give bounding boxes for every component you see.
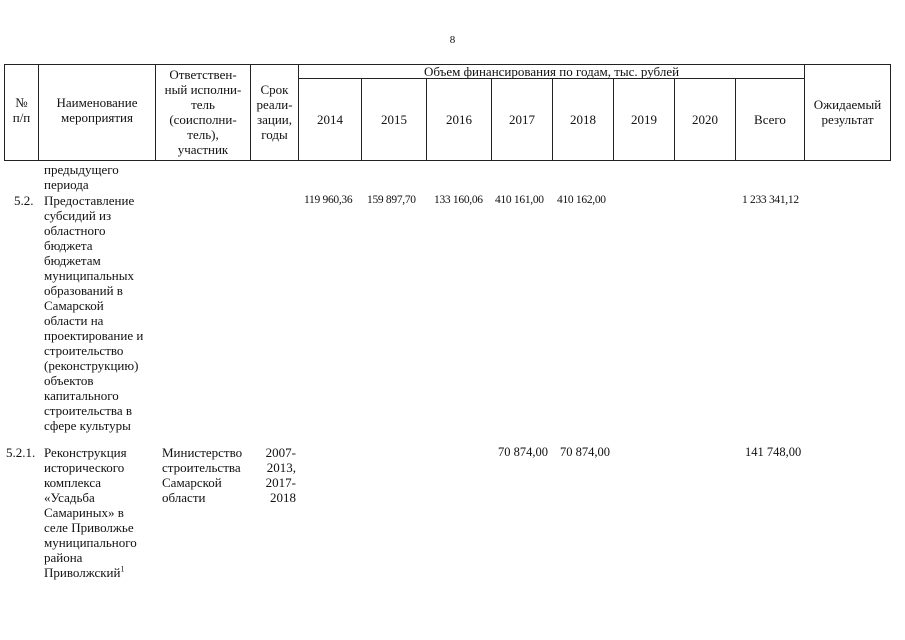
row-term-line: 2013, (266, 460, 296, 475)
row-name-line: Самарской (44, 298, 104, 313)
carry-over-line: периода (44, 177, 89, 192)
row-name-line: капитального (44, 388, 119, 403)
header-number-label (5, 95, 38, 125)
header-name-line: Наименование (56, 95, 138, 110)
value-2014: 119 960,36 (304, 194, 353, 206)
row-name-line: «Усадьба (44, 490, 95, 505)
header-responsible-line: ный исполни- (164, 82, 242, 97)
header-responsible-line: тель (191, 97, 215, 112)
header-year-2019 (613, 78, 675, 161)
row-name-line: бюджета (44, 238, 93, 253)
header-year-2020 (674, 78, 736, 161)
page-number: 8 (449, 34, 456, 46)
row-number: 5.2. (14, 193, 34, 208)
header-cell-term (250, 64, 299, 161)
row-term (258, 445, 296, 505)
value-2018: 410 162,00 (557, 194, 606, 206)
row-name-line (44, 565, 137, 580)
value-2017: 410 161,00 (495, 194, 544, 206)
header-cell-number (4, 64, 39, 161)
row-name-text: Приволжский (44, 565, 121, 580)
footnote-mark: 1 (120, 564, 125, 574)
header-responsible-line: (соисполни- (169, 112, 237, 127)
row-name-line: комплекса (44, 475, 102, 490)
row-name-line: строительства в (44, 403, 133, 418)
header-total-label: Всего (754, 112, 786, 127)
row-name-line: исторического (44, 460, 125, 475)
row-name-line: образований в (44, 283, 123, 298)
row-name-line: Самариных» в (44, 505, 124, 520)
row-term-line: 2017- (265, 475, 296, 490)
row-name (44, 445, 137, 580)
carry-over-line: предыдущего (44, 162, 119, 177)
header-term-line: зации, (256, 112, 293, 127)
header-cell-result (804, 64, 891, 161)
row-name-line: муниципального (44, 535, 137, 550)
header-cell-responsible (155, 64, 251, 161)
header-responsible-line: Ответствен- (169, 67, 237, 82)
header-total (735, 78, 805, 161)
carry-over-text (44, 162, 119, 192)
header-year-2016 (426, 78, 492, 161)
row-name-line: (реконструкцию) (44, 358, 139, 373)
row-name-line: Предоставление (44, 193, 135, 208)
header-year-label: 2017 (509, 112, 535, 127)
value-2016: 133 160,06 (434, 194, 483, 206)
value-2018: 70 874,00 (560, 445, 610, 459)
row-name-line: субсидий из (44, 208, 112, 223)
header-term-line: Срок (260, 82, 289, 97)
header-term-line: годы (261, 127, 288, 142)
header-responsible-line: тель), (187, 127, 219, 142)
header-funding-title: Объем финансирования по годам, тыс. рублей (423, 64, 680, 79)
value-2017: 70 874,00 (498, 445, 548, 459)
value-2015: 159 897,70 (367, 194, 416, 206)
header-year-2017 (491, 78, 553, 161)
row-responsible-line: Самарской (162, 475, 222, 490)
header-cell-funding (298, 64, 805, 79)
row-name-line: области на (44, 313, 104, 328)
row-responsible-line: Министерство (162, 445, 243, 460)
header-cell-name (38, 64, 156, 161)
header-number-line: № (15, 95, 28, 110)
value-total: 1 233 341,12 (742, 194, 799, 206)
row-name-line: селе Приволжье (44, 520, 134, 535)
header-term-label (251, 82, 298, 142)
row-name-line: областного (44, 223, 106, 238)
row-name-line: сфере культуры (44, 418, 131, 433)
row-responsible-line: строительства (162, 460, 241, 475)
row-name-line: объектов (44, 373, 94, 388)
header-responsible-label (156, 67, 250, 157)
header-result-line: Ожидаемый (813, 97, 882, 112)
header-term-line: реали- (256, 97, 293, 112)
header-year-label: 2015 (381, 112, 407, 127)
header-year-label: 2016 (446, 112, 472, 127)
row-term-line: 2007- (265, 445, 296, 460)
row-name-line: бюджетам (44, 253, 101, 268)
header-year-2018 (552, 78, 614, 161)
header-responsible-line: участник (177, 142, 229, 157)
header-year-label: 2018 (570, 112, 596, 127)
row-name-line: проектирование и (44, 328, 144, 343)
header-result-label (805, 97, 890, 127)
row-name-line: муниципальных (44, 268, 135, 283)
header-year-2015 (361, 78, 427, 161)
row-name-line: Реконструкция (44, 445, 127, 460)
row-name (44, 193, 143, 433)
header-name-label (39, 95, 155, 125)
header-result-line: результат (821, 112, 874, 127)
header-number-line: п/п (12, 110, 31, 125)
header-year-label: 2019 (631, 112, 657, 127)
row-name-line: строительство (44, 343, 124, 358)
row-number: 5.2.1. (6, 445, 36, 460)
header-year-label: 2020 (692, 112, 718, 127)
header-name-line: мероприятия (60, 110, 133, 125)
row-name-line: района (44, 550, 83, 565)
row-term-line: 2018 (270, 490, 296, 505)
header-year-2014 (298, 78, 362, 161)
row-responsible-line: области (162, 490, 206, 505)
header-year-label: 2014 (317, 112, 343, 127)
value-total: 141 748,00 (745, 445, 802, 459)
row-responsible (162, 445, 242, 505)
